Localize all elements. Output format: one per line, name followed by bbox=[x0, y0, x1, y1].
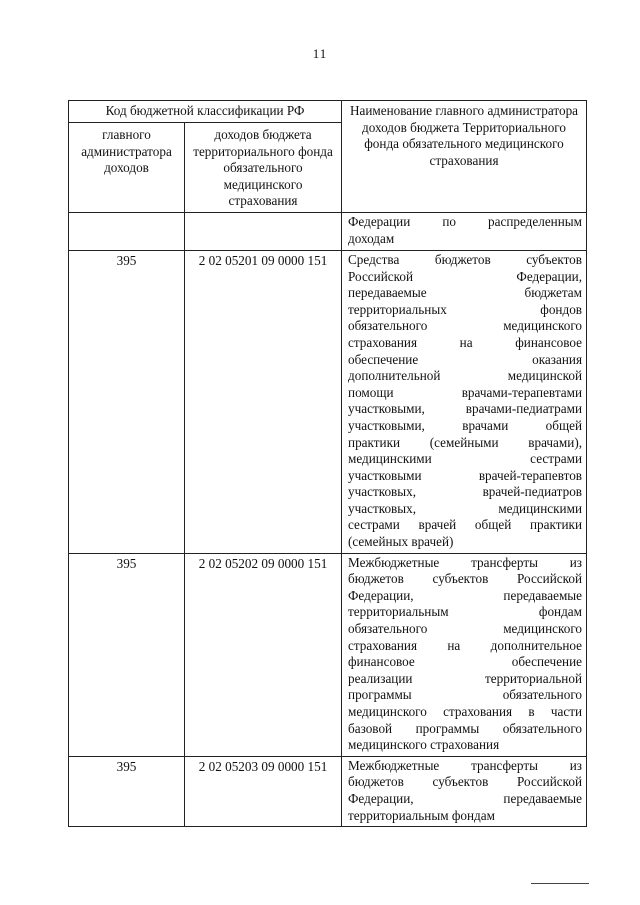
name-text-line: программы обязательного bbox=[348, 687, 583, 703]
name-text-line: медицинского страхования в части bbox=[348, 704, 583, 719]
name-text-line: бюджетов субъектов Российской bbox=[348, 571, 583, 587]
name-text-line: бюджетов субъектов Российской bbox=[348, 774, 583, 790]
income-code-cell: 2 02 05201 09 0000 151 bbox=[185, 250, 342, 553]
name-text-line: базовой программы обязательного bbox=[348, 720, 583, 736]
name-text-line: Российской Федерации, bbox=[348, 268, 583, 284]
name-text-line: Федерации, передаваемые bbox=[348, 790, 583, 806]
footer-rule bbox=[531, 883, 589, 884]
budget-classification-table bbox=[68, 100, 587, 827]
name-text-line: участковыми, врачами общей bbox=[348, 417, 583, 433]
admin-code-cell bbox=[69, 212, 185, 250]
name-text-line: доходам bbox=[348, 230, 395, 246]
name-text-line: страхования на дополнительное bbox=[348, 637, 583, 653]
income-name-cell bbox=[342, 212, 587, 250]
name-text-line: страхования на финансовое bbox=[348, 334, 583, 350]
name-text-line: участковыми врачей-терапевтов bbox=[348, 467, 583, 483]
name-text-line: Федерации, передаваемые bbox=[348, 587, 583, 603]
income-code-cell: 2 02 05203 09 0000 151 bbox=[185, 756, 342, 826]
page-number: 11 bbox=[312, 46, 328, 61]
name-text-line: Межбюджетные трансферты из bbox=[348, 757, 583, 773]
income-name-cell bbox=[342, 756, 587, 826]
name-text-line: участковых, медицинскими bbox=[348, 500, 583, 516]
name-text-line: Средства бюджетов субъектов bbox=[348, 251, 583, 267]
admin-code-cell: 395 bbox=[69, 250, 185, 553]
name-text-line: сестрами врачей общей практики bbox=[348, 517, 583, 533]
name-text-line: обеспечение оказания bbox=[348, 351, 583, 367]
header-group-label: Код бюджетной классификации РФ bbox=[69, 101, 342, 123]
admin-code-cell: 395 bbox=[69, 553, 185, 756]
name-text-line: Межбюджетные трансферты из bbox=[348, 554, 583, 570]
header-code-column: доходов бюджета территориального фонда обязательного медицинского страхования bbox=[185, 123, 342, 213]
name-text-line: медицинскими сестрами bbox=[348, 451, 583, 467]
admin-code-cell: 395 bbox=[69, 756, 185, 826]
name-text-line: дополнительной медицинской bbox=[348, 368, 583, 384]
name-text-line: участковыми, врачами-педиатрами bbox=[348, 401, 583, 417]
table-row bbox=[69, 212, 587, 250]
income-name-cell bbox=[342, 250, 587, 553]
table-row bbox=[69, 756, 587, 826]
header-admin-column: главного администратора доходов bbox=[69, 123, 185, 213]
name-text-line: территориальным фондам bbox=[348, 604, 583, 620]
income-code-cell bbox=[185, 212, 342, 250]
header-name-column: Наименование главного администратора доходов бюджета Территориального фонда обязательного медицинского страхования bbox=[342, 101, 587, 213]
name-text-line: обязательного медицинского bbox=[348, 621, 583, 637]
name-text-line: территориальным фондам bbox=[348, 807, 495, 823]
name-text-line: помощи врачами-терапевтами bbox=[348, 384, 583, 400]
name-text-line: (семейных врачей) bbox=[348, 534, 454, 550]
name-text-line: передаваемые бюджетам bbox=[348, 285, 583, 301]
table-row bbox=[69, 553, 587, 756]
name-text-line: практики (семейными врачами), bbox=[348, 434, 583, 450]
table-row bbox=[69, 250, 587, 553]
name-text-line: реализации территориальной bbox=[348, 670, 583, 686]
name-text-line: медицинского страхования bbox=[348, 737, 500, 753]
name-text-line: участковых, врачей-педиатров bbox=[348, 484, 583, 500]
name-text-line: обязательного медицинского bbox=[348, 318, 583, 334]
name-text-line: финансовое обеспечение bbox=[348, 654, 583, 670]
name-text-line: территориальных фондов bbox=[348, 301, 583, 317]
income-code-cell: 2 02 05202 09 0000 151 bbox=[185, 553, 342, 756]
income-name-cell bbox=[342, 553, 587, 756]
name-text-line: Федерации по распределенным bbox=[348, 213, 583, 229]
